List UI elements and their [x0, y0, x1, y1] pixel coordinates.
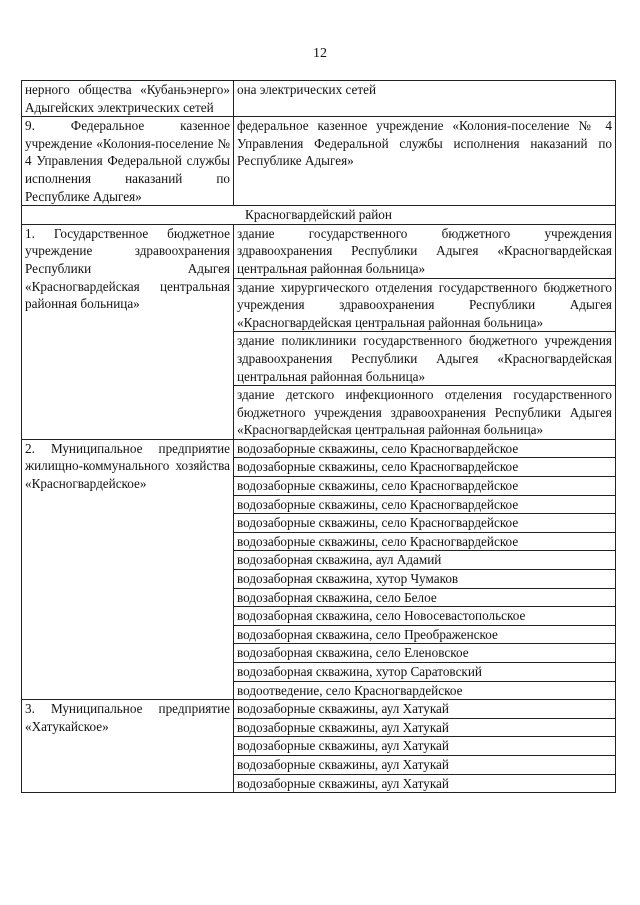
table-row	[22, 439, 616, 458]
facility-cell: водозаборная скважина, село Белое	[234, 588, 616, 607]
facility-cell: здание хирургического отделения государственного бюджетного учреждения здравоохранения Республики Адыгея «Красногвардейская центральная районная больница»	[234, 278, 616, 332]
facility-cell: здание государственного бюджетного учреждения здравоохранения Республики Адыгея «Красногвардейская центральная районная больница»	[234, 224, 616, 278]
table-row	[22, 81, 616, 117]
facility-cell: федеральное казенное учреждение «Колония-поселение № 4 Управления Федеральной службы исполнения наказаний по Республике Адыгея»	[234, 117, 616, 206]
facility-cell: водоотведение, село Красногвардейское	[234, 681, 616, 700]
facilities-table	[21, 80, 616, 793]
org-cell: нерного общества «Кубаньэнерго» Адыгейских электрических сетей	[22, 81, 234, 117]
facility-cell: водозаборная скважина, аул Адамий	[234, 551, 616, 570]
table-row	[22, 700, 616, 719]
facility-cell: водозаборные скважины, село Красногвардейское	[234, 495, 616, 514]
facility-cell: здание детского инфекционного отделения государственного бюджетного учреждения здравоохранения Республики Адыгея «Красногвардейская центральная районная больница»	[234, 386, 616, 440]
facility-cell: водозаборная скважина, село Новосевастопольское	[234, 607, 616, 626]
facility-cell: водозаборная скважина, хутор Саратовский	[234, 663, 616, 682]
page-number: 12	[313, 46, 327, 61]
facility-cell: водозаборные скважины, село Красногвардейское	[234, 439, 616, 458]
facility-cell: водозаборные скважины, аул Хатукай	[234, 737, 616, 756]
facility-cell: водозаборные скважины, село Красногвардейское	[234, 458, 616, 477]
district-row	[22, 206, 616, 225]
facilities-table-body	[22, 81, 616, 793]
facility-cell: здание поликлиники государственного бюджетного учреждения здравоохранения Республики Адыгея «Красногвардейская центральная районная больница»	[234, 332, 616, 386]
facility-cell: водозаборные скважины, аул Хатукай	[234, 755, 616, 774]
facility-cell: водозаборные скважины, село Красногвардейское	[234, 532, 616, 551]
facility-cell: водозаборные скважины, аул Хатукай	[234, 700, 616, 719]
facility-cell: водозаборные скважины, аул Хатукай	[234, 718, 616, 737]
facility-cell: водозаборные скважины, аул Хатукай	[234, 774, 616, 793]
org-cell: 2. Муниципальное предприятие жилищно-коммунального хозяйства «Красногвардейское»	[22, 439, 234, 699]
district-heading: Красногвардейский район	[22, 206, 616, 225]
facility-cell: водозаборные скважины, село Красногвардейское	[234, 514, 616, 533]
org-cell: 1. Государственное бюджетное учреждение здравоохранения Республики Адыгея «Красногвардейская центральная районная больница»	[22, 224, 234, 439]
table-row	[22, 224, 616, 278]
table-row	[22, 117, 616, 206]
org-cell: 3. Муниципальное предприятие «Хатукайское»	[22, 700, 234, 793]
facility-cell: водозаборная скважина, село Преображенское	[234, 625, 616, 644]
facility-cell: водозаборная скважина, хутор Чумаков	[234, 570, 616, 589]
org-cell: 9. Федеральное казенное учреждение «Колония-поселение № 4 Управления Федеральной службы исполнения наказаний по Республике Адыгея»	[22, 117, 234, 206]
facility-cell: она электрических сетей	[234, 81, 616, 117]
facility-cell: водозаборная скважина, село Еленовское	[234, 644, 616, 663]
facility-cell: водозаборные скважины, село Красногвардейское	[234, 477, 616, 496]
